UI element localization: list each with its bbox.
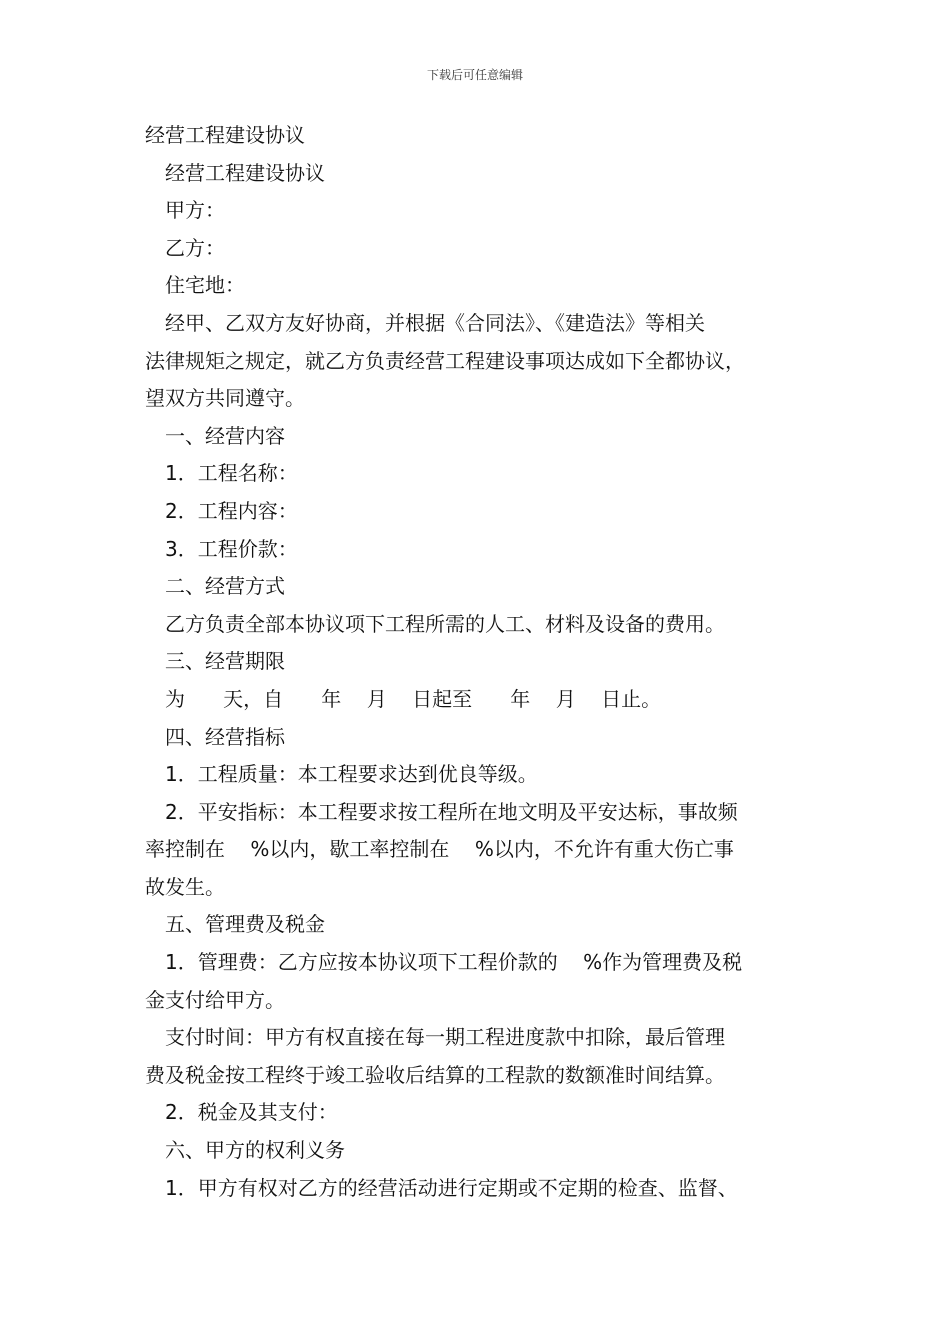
document-line: 1．甲方有权对乙方的经营活动进行定期或不定期的检查、监督、 — [165, 1175, 738, 1200]
document-line: 住宅地： — [165, 273, 245, 298]
document-line: 六、甲方的权利义务 — [165, 1138, 345, 1163]
document-line: 望双方共同遵守。 — [145, 386, 305, 411]
document-line: 1．工程名称： — [165, 461, 298, 486]
document-line: 经营工程建设协议 — [165, 160, 325, 185]
document-line: 甲方： — [165, 198, 225, 223]
header-note: 下载后可任意编辑 — [426, 68, 523, 82]
document-line: 率控制在 %以内，歇工率控制在 %以内，不允许有重大伤亡事 — [145, 837, 734, 862]
document-line: 经甲、乙双方友好协商，并根据《合同法》、《建造法》等相关 — [165, 310, 705, 335]
document-line: 费及税金按工程终于竣工验收后结算的工程款的数额准时间结算。 — [145, 1062, 725, 1087]
document-line: 2．工程内容： — [165, 498, 298, 523]
document-line: 金支付给甲方。 — [145, 987, 285, 1012]
document-line: 1．工程质量：本工程要求达到优良等级。 — [165, 762, 538, 787]
document-line: 乙方： — [165, 235, 225, 260]
document-line: 2．平安指标：本工程要求按工程所在地文明及平安达标，事故频 — [165, 799, 738, 824]
document-body — [145, 117, 815, 1207]
document-line: 1．管理费：乙方应按本协议项下工程价款的 %作为管理费及税 — [165, 950, 743, 975]
document-line: 为 天，自 年 月 日起至 年 月 日止。 — [165, 686, 662, 711]
document-line: 乙方负责全部本协议项下工程所需的人工、材料及设备的费用。 — [165, 611, 725, 636]
document-line: 二、经营方式 — [165, 574, 285, 599]
document-line: 四、经营指标 — [165, 724, 285, 749]
document-line: 法律规矩之规定，就乙方负责经营工程建设事项达成如下全都协议， — [145, 348, 745, 373]
document-line: 一、经营内容 — [165, 423, 285, 448]
document-line: 故发生。 — [145, 874, 225, 899]
document-title: 经营工程建设协议 — [145, 123, 305, 147]
document-line: 三、经营期限 — [165, 649, 285, 674]
document-line: 3．工程价款： — [165, 536, 298, 561]
document-line: 支付时间：甲方有权直接在每一期工程进度款中扣除，最后管理 — [165, 1025, 725, 1050]
document-line: 五、管理费及税金 — [165, 912, 325, 937]
document-line: 2．税金及其支付： — [165, 1100, 338, 1125]
